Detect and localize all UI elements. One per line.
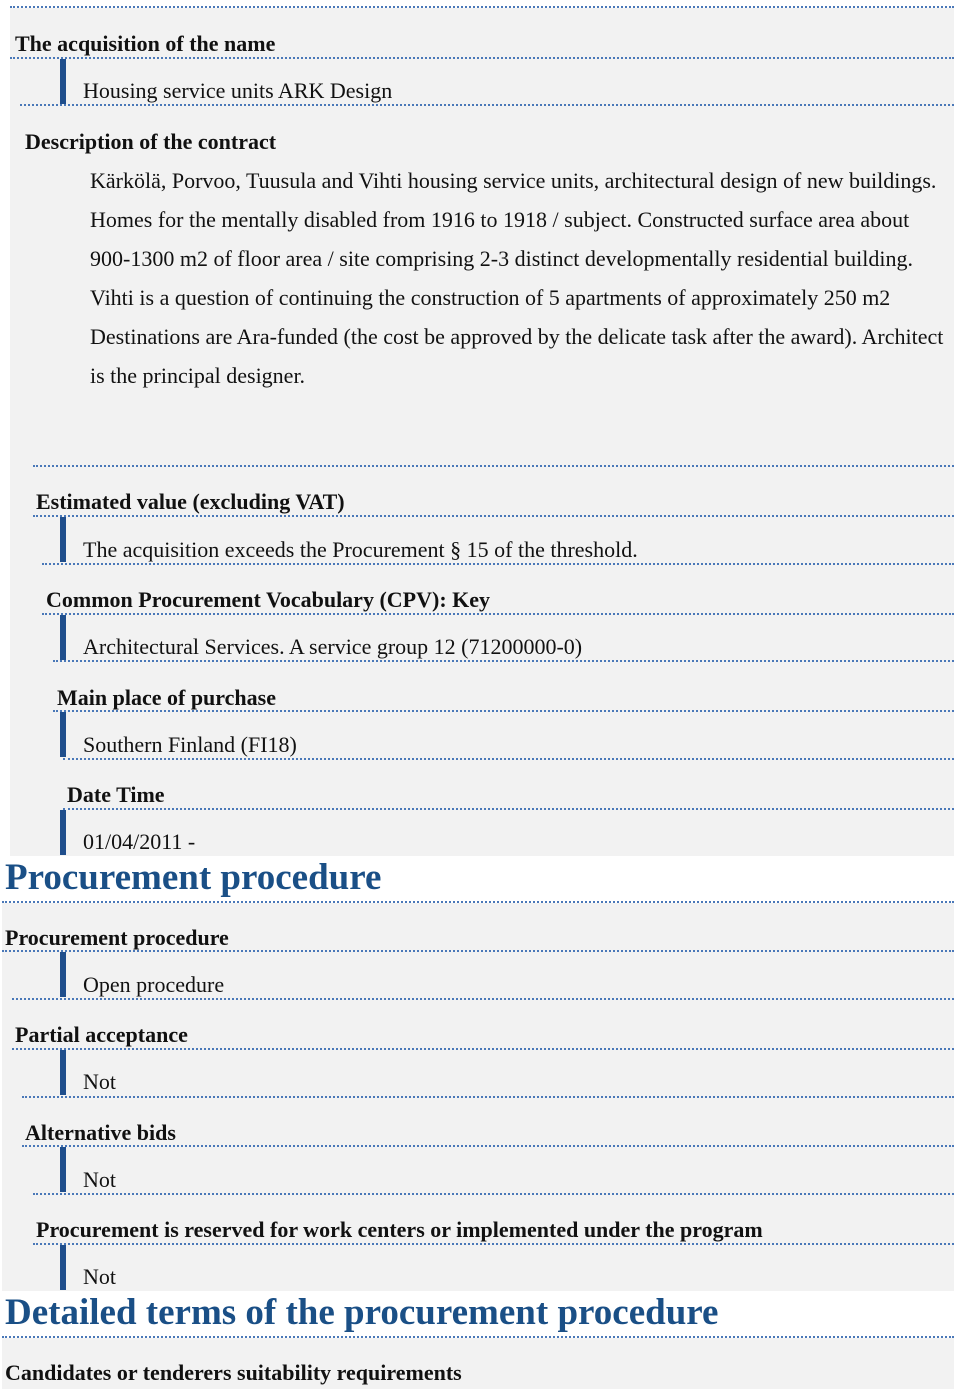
alternative-bids-value: Not bbox=[83, 1167, 116, 1192]
reserved-procurement-label: Procurement is reserved for work centers or implemented under the program bbox=[36, 1217, 763, 1242]
partial-acceptance-label: Partial acceptance bbox=[15, 1022, 188, 1047]
value-marker bbox=[60, 59, 66, 104]
description-line: Kärkölä, Porvoo, Tuusula and Vihti housing service units, architectural design of new buildings. bbox=[90, 168, 937, 193]
estimated-value-text: The acquisition exceeds the Procurement § 15 of the threshold. bbox=[83, 537, 638, 562]
place-of-purchase-value: Southern Finland (FI18) bbox=[83, 732, 297, 757]
value-marker bbox=[60, 615, 66, 660]
description-line: Destinations are Ara-funded (the cost be approved by the delicate task after the award). Architect is the principal designer. bbox=[90, 324, 944, 388]
value-marker bbox=[60, 1245, 66, 1290]
value-marker bbox=[60, 712, 66, 757]
acquisition-name-label: The acquisition of the name bbox=[15, 31, 276, 56]
procurement-procedure-heading: Procurement procedure bbox=[5, 857, 382, 898]
date-time-label: Date Time bbox=[67, 782, 165, 807]
estimated-value-label: Estimated value (excluding VAT) bbox=[36, 489, 345, 514]
contract-description-label: Description of the contract bbox=[25, 129, 277, 154]
partial-acceptance-value: Not bbox=[83, 1069, 116, 1094]
value-marker bbox=[60, 952, 66, 997]
acquisition-name-value: Housing service units ARK Design bbox=[83, 78, 393, 103]
cpv-label: Common Procurement Vocabulary (CPV): Key bbox=[46, 587, 491, 612]
value-marker bbox=[60, 1050, 66, 1095]
value-marker bbox=[60, 810, 66, 855]
description-line: Homes for the mentally disabled from 1916 to 1918 / subject. Constructed surface area about 900-1300 m2 of floor area / site comprising 2-3 distinct developmentally residential building. Vihti is a question of continuing the construction of 5 apartments of approximately 250 m2 bbox=[90, 207, 913, 310]
date-time-value: 01/04/2011 - bbox=[83, 829, 196, 854]
value-marker bbox=[60, 517, 66, 562]
value-marker bbox=[60, 1147, 66, 1192]
detailed-terms-heading: Detailed terms of the procurement procedure bbox=[5, 1292, 719, 1333]
procedure-type-label: Procurement procedure bbox=[5, 925, 229, 950]
procedure-type-value: Open procedure bbox=[83, 972, 225, 997]
place-of-purchase-label: Main place of purchase bbox=[57, 685, 276, 710]
alternative-bids-label: Alternative bids bbox=[25, 1120, 176, 1145]
contract-description-text bbox=[90, 161, 950, 395]
reserved-procurement-value: Not bbox=[83, 1264, 116, 1289]
suitability-requirements-label: Candidates or tenderers suitability requirements bbox=[5, 1360, 462, 1385]
cpv-value: Architectural Services. A service group 12 (71200000-0) bbox=[83, 634, 583, 659]
